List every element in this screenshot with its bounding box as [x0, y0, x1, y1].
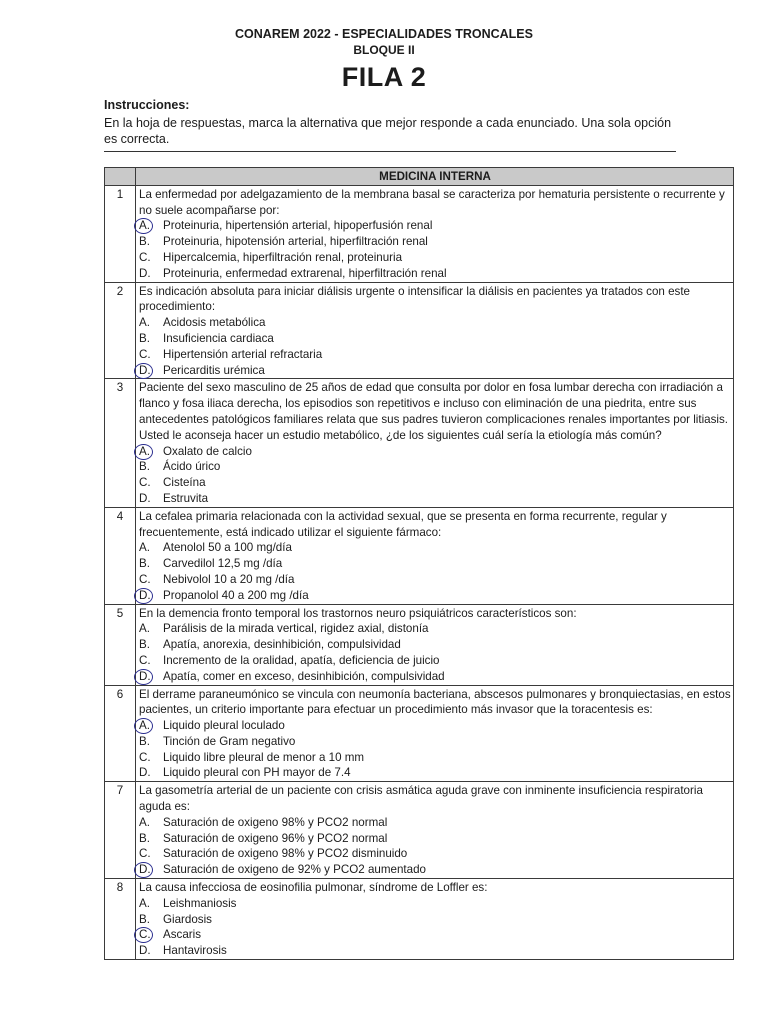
answer-text: Acidosis metabólica: [163, 316, 266, 330]
answer-text: Propanolol 40 a 200 mg /día: [163, 588, 309, 602]
question-row: [105, 685, 734, 782]
answer-letter: B.: [139, 557, 150, 571]
answer-letter: C.: [139, 847, 151, 861]
answer-text: Cisteína: [163, 476, 206, 490]
instructions-divider: [104, 151, 676, 152]
question-stem: Es indicación absoluta para iniciar diálisis urgente o intensificar la diálisis en pacientes ya tratados con este procedimiento:: [139, 284, 691, 314]
answer-text: Liquido libre pleural de menor a 10 mm: [163, 750, 365, 764]
question-row: [105, 782, 734, 879]
answer-text: Saturación de oxigeno 98% y PCO2 disminuido: [163, 847, 408, 861]
answer-option[interactable]: [139, 621, 731, 637]
answer-text: Carvedilol 12,5 mg /día: [163, 557, 283, 571]
questions-table: [104, 167, 734, 960]
answer-option[interactable]: [139, 475, 731, 491]
answer-letter-circled: A.: [139, 218, 163, 234]
answer-text: Liquido pleural con PH mayor de 7.4: [163, 766, 351, 780]
answer-text: Hipertensión arterial refractaria: [163, 347, 323, 361]
section-title: MEDICINA INTERNA: [136, 168, 734, 186]
answer-text: Ascaris: [163, 928, 202, 942]
answer-letter: B.: [139, 460, 150, 474]
answer-option[interactable]: [139, 831, 731, 847]
answer-letter: C.: [139, 653, 151, 667]
answer-text: Liquido pleural loculado: [163, 719, 285, 733]
question-number: 4: [105, 507, 136, 604]
question-row: [105, 282, 734, 379]
answer-text: Apatía, anorexia, desinhibición, compulsividad: [163, 638, 401, 652]
answer-letter: C.: [139, 750, 151, 764]
question-stem: La causa infecciosa de eosinofilia pulmonar, síndrome de Loffler es:: [139, 881, 488, 895]
answer-option[interactable]: [139, 653, 731, 669]
answer-text: Ácido úrico: [163, 460, 221, 474]
answer-option[interactable]: [139, 846, 731, 862]
answer-option[interactable]: [139, 250, 731, 266]
answer-letter-circled: D.: [139, 669, 163, 685]
answer-option[interactable]: [139, 491, 731, 507]
answer-text: Tinción de Gram negativo: [163, 734, 296, 748]
question-body: [136, 185, 734, 282]
question-body: [136, 507, 734, 604]
answer-letter: A.: [139, 541, 150, 555]
answer-option[interactable]: [139, 459, 731, 475]
question-number: 1: [105, 185, 136, 282]
answer-option[interactable]: [139, 347, 731, 363]
question-stem: El derrame paraneumónico se vincula con neumonía bacteriana, abscesos pulmonares y bronquiectasias, en estos pacientes, un criterio importante para efectuar un procedimiento más invasor que la toracentesis es:: [139, 687, 731, 717]
answer-letter: D.: [139, 491, 151, 505]
answer-letter: D.: [139, 266, 151, 280]
answer-letter: C.: [139, 476, 151, 490]
answer-option[interactable]: [139, 912, 731, 928]
question-stem: La enfermedad por adelgazamiento de la membrana basal se caracteriza por hematuria persistente o recurrente y no suele acompañarse por:: [139, 187, 725, 217]
question-body: [136, 782, 734, 879]
answer-letter: B.: [139, 912, 150, 926]
answer-letter: D.: [139, 944, 151, 958]
answer-option[interactable]: [139, 862, 731, 878]
answer-letter: C.: [139, 572, 151, 586]
answer-text: Atenolol 50 a 100 mg/día: [163, 541, 292, 555]
answer-letter: A.: [139, 896, 150, 910]
answer-letter: B.: [139, 235, 150, 249]
answer-option[interactable]: [139, 637, 731, 653]
answer-letter: B.: [139, 638, 150, 652]
answer-letter-circled: C.: [139, 927, 163, 943]
answer-text: Saturación de oxigeno de 92% y PCO2 aumentado: [163, 863, 426, 877]
question-row: [105, 379, 734, 507]
answer-text: Proteinuria, hipertensión arterial, hipoperfusión renal: [163, 219, 433, 233]
answer-text: Saturación de oxigeno 96% y PCO2 normal: [163, 831, 388, 845]
question-stem: Paciente del sexo masculino de 25 años de edad que consulta por dolor en fosa lumbar derecha con irradiación a flanco y fosa iliaca derecha, los episodios son repetitivos e incluso con eliminación de una piedrita, entre sus antecedentes patológicos familiares relata que sus padres tuvieron complicaciones renales importantes por litiasis.: [139, 381, 729, 426]
exam-row-label: FILA 2: [341, 62, 427, 92]
question-number: 2: [105, 282, 136, 379]
answer-letter: A.: [139, 316, 150, 330]
question-row: [105, 879, 734, 960]
answer-text: Nebivolol 10 a 20 mg /día: [163, 572, 295, 586]
answer-text: Pericarditis urémica: [163, 363, 265, 377]
answer-option[interactable]: [139, 331, 731, 347]
answer-option[interactable]: [139, 927, 731, 943]
answer-letter-circled: A.: [139, 718, 163, 734]
answer-letter: B.: [139, 831, 150, 845]
answer-letter-circled: D.: [139, 588, 163, 604]
answer-letter: B.: [139, 331, 150, 345]
answer-text: Estruvita: [163, 491, 209, 505]
instructions-text: En la hoja de respuestas, marca la alternativa que mejor responde a cada enunciado. Una sola opción es correcta.: [104, 116, 672, 146]
question-body: [136, 604, 734, 685]
answer-option[interactable]: [139, 234, 731, 250]
question-row: [105, 185, 734, 282]
answer-option[interactable]: [139, 315, 731, 331]
answer-option[interactable]: [139, 734, 731, 750]
answer-option[interactable]: [139, 218, 731, 234]
answer-letter-circled: A.: [139, 444, 163, 460]
answer-option[interactable]: [139, 718, 731, 734]
answer-text: Parálisis de la mirada vertical, rigidez axial, distonía: [163, 622, 429, 636]
question-stem: La gasometría arterial de un paciente con crisis asmática aguda grave con inminente insuficiencia respiratoria aguda es:: [139, 784, 703, 814]
section-header-row: [105, 168, 734, 186]
answer-option[interactable]: [139, 444, 731, 460]
answer-text: Proteinuria, hipotensión arterial, hiperfiltración renal: [163, 235, 428, 249]
question-stem: La cefalea primaria relacionada con la actividad sexual, que se presenta en forma recurrente, regular y frecuentemente, está indicado utilizar el siguiente fármaco:: [139, 509, 667, 539]
answer-option[interactable]: [139, 896, 731, 912]
question-number: 3: [105, 379, 136, 507]
answer-letter: A.: [139, 622, 150, 636]
answer-text: Giardosis: [163, 912, 212, 926]
answer-text: Insuficiencia cardiaca: [163, 331, 274, 345]
exam-block: BLOQUE II: [353, 43, 415, 57]
answer-option[interactable]: [139, 669, 731, 685]
question-number: 5: [105, 604, 136, 685]
question-number: 7: [105, 782, 136, 879]
answer-option[interactable]: [139, 815, 731, 831]
answer-option[interactable]: [139, 266, 731, 282]
answer-option[interactable]: [139, 588, 731, 604]
question-body: [136, 282, 734, 379]
question-row: [105, 604, 734, 685]
answer-text: Leishmaniosis: [163, 896, 237, 910]
question-stem-followup: Usted le aconseja hacer un estudio metabólico, ¿de los siguientes cuál sería la etiología más común?: [139, 428, 662, 442]
answer-text: Incremento de la oralidad, apatía, deficiencia de juicio: [163, 653, 440, 667]
answer-text: Proteinuria, enfermedad extrarenal, hiperfiltración renal: [163, 266, 447, 280]
answer-letter: B.: [139, 734, 150, 748]
answer-letter: C.: [139, 347, 151, 361]
exam-title: CONAREM 2022 - ESPECIALIDADES TRONCALES: [235, 27, 533, 41]
section-header-spacer: [105, 168, 136, 186]
answer-option[interactable]: [139, 943, 731, 959]
answer-option[interactable]: [139, 750, 731, 766]
answer-text: Apatía, comer en exceso, desinhibición, compulsividad: [163, 669, 445, 683]
answer-letter: D.: [139, 766, 151, 780]
instructions-title: Instrucciones:: [104, 98, 190, 112]
question-body: [136, 379, 734, 507]
question-row: [105, 507, 734, 604]
question-number: 6: [105, 685, 136, 782]
answer-option[interactable]: [139, 765, 731, 781]
answer-text: Saturación de oxigeno 98% y PCO2 normal: [163, 815, 388, 829]
question-stem: En la demencia fronto temporal los trastornos neuro psiquiátricos característicos son:: [139, 606, 577, 620]
answer-letter: A.: [139, 815, 150, 829]
answer-option[interactable]: [139, 363, 731, 379]
question-body: [136, 879, 734, 960]
question-number: 8: [105, 879, 136, 960]
question-body: [136, 685, 734, 782]
answer-letter: C.: [139, 250, 151, 264]
answer-text: Oxalato de calcio: [163, 444, 252, 458]
answer-letter-circled: D.: [139, 363, 163, 379]
answer-option[interactable]: [139, 556, 731, 572]
answer-text: Hantavirosis: [163, 944, 227, 958]
answer-text: Hipercalcemia, hiperfiltración renal, proteinuria: [163, 250, 403, 264]
answer-option[interactable]: [139, 540, 731, 556]
answer-letter-circled: D.: [139, 862, 163, 878]
answer-option[interactable]: [139, 572, 731, 588]
